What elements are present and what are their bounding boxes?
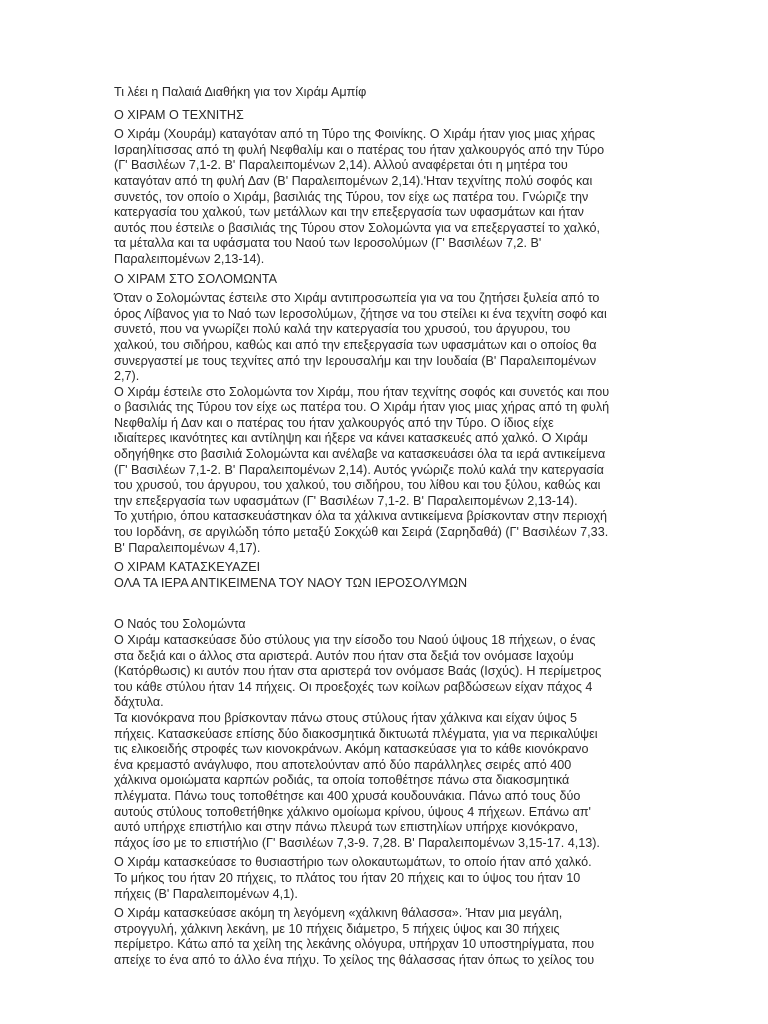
text-line: Ο Χιράμ κατασκεύασε το θυσιαστήριο των ολοκαυτωμάτων, το οποίο ήταν από χαλκό. [114,855,592,870]
paragraph [114,906,659,968]
text-line: κατεργασία του χαλκού, των μετάλλων και την επεξεργασία των υφασμάτων και ήταν [114,205,584,220]
text-line: πλέγματα. Πάνω τους τοποθέτησε και 400 χρυσά κουδουνάκια. Πάνω από τους δύο [114,788,581,803]
text-line: Ισραηλίτισσας από τη φυλή Νεφθαλίμ και ο πατέρας του ήταν χαλκουργός από την Τύρο [114,142,605,157]
text-line: πήχεις. Κατασκεύασε επίσης δύο διακοσμητικά δικτυωτά πλέγματα, για να περικαλύψει [114,726,598,741]
text-line: αυτό υπήρχε επιστήλιο και στην πάνω πλευρά των επιστηλίων υπήρχε κιονόκρανο, [114,820,579,835]
text-line: Παραλειπομένων 2,13-14). [114,251,265,266]
text-line: Τα κιονόκρανα που βρίσκονταν πάνω στους στύλους ήταν χάλκινα και είχαν ύψος 5 [114,710,577,725]
text-line: τις ελικοειδής στροφές των κιονοκράνων. Ακόμη κατασκεύασε για το κάθε κιονόκρανο [114,742,589,757]
text-line: (Γ' Βασιλέων 7,1-2. Β' Παραλειπομένων 2,14). Αυτός γνώριζε πολύ καλά την κατεργασία [114,462,604,477]
text-line: Ο Χιράμ κατασκεύασε ακόμη τη λεγόμενη «χάλκινη θάλασσα». Ήταν μια μεγάλη, [114,906,563,921]
text-line: στρογγυλή, χάλκινη λεκάνη, με 10 πήχεις διάμετρο, 5 πήχεις ύψος και 30 πήχεις [114,921,560,936]
text-line: αυτός που έστειλε ο βασιλιάς της Τύρου στον Σολομώντα για να επεξεργαστεί το χαλκό, [114,220,601,235]
paragraph [114,711,659,851]
document-page [114,85,659,972]
paragraph [114,291,659,385]
text-line: αυτούς στύλους τοποθετήθηκε χάλκινο ομοίωμα κρίνου, ύψους 4 πήχεων. Επάνω απ' [114,804,591,819]
text-line: την επεξεργασία των υφασμάτων (Γ' Βασιλέων 7,1-2. Β' Παραλειπομένων 2,13-14). [114,493,578,508]
paragraph [114,633,659,711]
text-line: του χρυσού, του άργυρου, του χαλκού, του σιδήρου, του λίθου και του ξύλου, καθώς και [114,478,601,493]
text-line: Ο Χιράμ κατασκεύασε δύο στύλους για την είσοδο του Ναού ύψους 18 πήχεων, ο ένας [114,633,596,647]
section-heading-hiram-craftsman: Ο ΧΙΡΑΜ Ο ΤΕΧΝΙΤΗΣ [114,107,244,122]
section-heading-holy-objects: ΟΛΑ ΤΑ ΙΕΡΑ ΑΝΤΙΚΕΙΜΕΝΑ ΤΟΥ ΝΑΟΥ ΤΩΝ ΙΕΡΟΣΟΛΥΜΩΝ [114,575,468,590]
text-line: του Ιορδάνη, σε αργιλώδη τόπο μεταξύ Σοκχώθ και Σειρά (Σαρηδαθά) (Γ' Βασιλέων 7,33. [114,525,609,540]
section-heading-hiram-builds: Ο ΧΙΡΑΜ ΚΑΤΑΣΚΕΥΑΖΕΙ [114,560,261,575]
text-line: όρος Λίβανος για το Ναό των Ιεροσολύμων, ζήτησε να του στείλει κι ένα τεχνίτη σοφό και [114,306,607,321]
text-line: καταγόταν από τη φυλή Δαν (Β' Παραλειπομένων 2,14).'Ηταν τεχνίτης πολύ σοφός και [114,173,593,188]
text-line: (Κατόρθωσις) κι αυτόν που ήταν στα αριστερά τον ονόμασε Βαάς (Ισχύς). Η περίμετρος [114,664,602,679]
text-line: Όταν ο Σολομώντας έστειλε στο Χιράμ αντιπροσωπεία για να του ζητήσει ξυλεία από το [114,291,600,306]
text-line: χαλκού, του σιδήρου, καθώς και από την επεξεργασία των υφασμάτων και ο οποίος θα [114,337,597,352]
paragraph [114,385,659,510]
text-line: Ο Χιράμ έστειλε στο Σολομώντα τον Χιράμ, που ήταν τεχνίτης σοφός και συνετός και που [114,384,610,399]
text-line: πήχεις (Β' Παραλειπομένων 4,1). [114,886,298,901]
spacer [114,595,659,617]
text-line: Ο Χιράμ (Χουράμ) καταγόταν από τη Τύρο της Φοινίκης. Ο Χιράμ ήταν γιος μιας χήρας [114,127,596,142]
text-line: Νεφθαλίμ ή Δαν και ο πατέρας του ήταν χαλκουργός από την Τύρο. Ο ίδιος είχε [114,415,554,430]
text-line: Το μήκος του ήταν 20 πήχεις, το πλάτος του ήταν 20 πήχεις και το ύψος του ήταν 10 [114,870,581,885]
text-line: απείχε το ένα από το άλλο ένα πήχυ. Το χείλος της θάλασσας ήταν όπως το χείλος του [114,952,595,967]
paragraph [114,127,659,267]
text-line: τα μέταλλα και τα υφάσματα του Ναού των Ιεροσολύμων (Γ' Βασιλέων 7,2. Β' [114,236,542,251]
text-line: Β' Παραλειπομένων 4,17). [114,540,261,555]
document-title: Τι λέει η Παλαιά Διαθήκη για τον Χιράμ Αμπίφ [114,85,367,99]
subheading-temple-of-solomon: Ο Ναός του Σολομώντα [114,617,246,632]
text-line: συνετό, που να γνωρίζει πολύ καλά την κατεργασία του χρυσού, του άργυρου, του [114,322,571,337]
paragraph [114,855,659,902]
text-line: δάχτυλα. [114,695,164,710]
text-line: ο βασιλιάς της Τύρου τον είχε ως πατέρα του. Ο Χιράμ ήταν γιος μιας χήρας από τη φυλή [114,400,610,415]
paragraph [114,509,659,556]
text-line: περίμετρο. Κάτω από τα χείλη της λεκάνης ολόγυρα, υπήρχαν 10 υποστηρίγματα, που [114,937,595,952]
text-line: πάχος ίσο με το επιστήλιο (Γ' Βασιλέων 7,3-9. 7,28. Β' Παραλειπομένων 3,15-17. 4,13). [114,835,600,850]
text-line: 2,7). [114,369,140,384]
text-line: ένα κρεμαστό ανάγλυφο, που αποτελούνταν από δύο παράλληλες σειρές από 400 [114,757,572,772]
text-line: του κάθε στύλου ήταν 14 πήχεις. Οι προεξοχές των κοίλων ραβδώσεων είχαν πάχος 4 [114,679,593,694]
text-line: Το χυτήριο, όπου κατασκευάστηκαν όλα τα χάλκινα αντικείμενα βρίσκονταν στην περιοχή [114,509,607,524]
text-line: συνετός, τον οποίο ο Χιράμ, βασιλιάς της Τύρου, τον είχε ως πατέρα του. Γνώριζε την [114,189,589,204]
text-line: οδηγήθηκε στο βασιλιά Σολομώντα και ανέλαβε να κατασκευάσει όλα τα ιερά αντικείμενα [114,447,606,462]
text-line: στα δεξιά και ο άλλος στα αριστερά. Αυτόν που ήταν στα δεξιά τον ονόμασε Ιαχούμ [114,648,574,663]
text-line: συνεργαστεί με τους τεχνίτες από την Ιερουσαλήμ και την Ιουδαία (Β' Παραλειπομένων [114,353,597,368]
text-line: (Γ' Βασιλέων 7,1-2. Β' Παραλειπομένων 2,14). Αλλού αναφέρεται ότι η μητέρα του [114,158,568,173]
text-line: χάλκινα ομοιώματα καρπών ροδιάς, τα οποία τοποθέτησε πάνω στα διακοσμητικά [114,773,570,788]
text-line: ιδιαίτερες ικανότητες και αντίληψη και ήξερε να κάνει κατασκευές από χαλκό. Ο Χιράμ [114,431,588,446]
section-heading-hiram-to-solomon: Ο ΧΙΡΑΜ ΣΤΟ ΣΟΛΟΜΩΝΤΑ [114,271,278,286]
